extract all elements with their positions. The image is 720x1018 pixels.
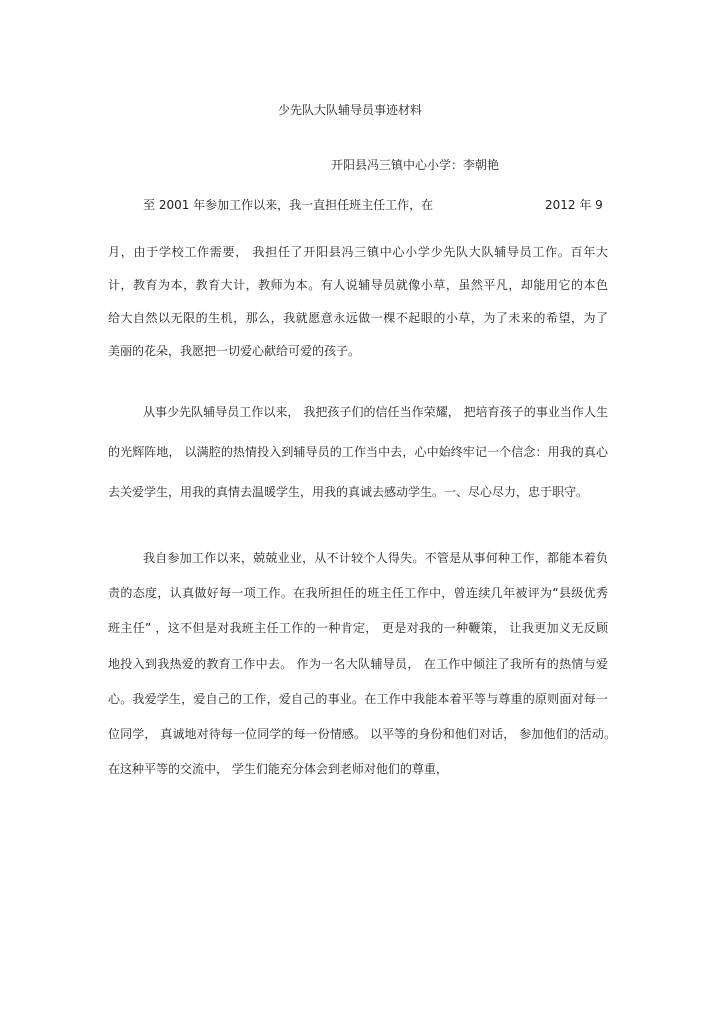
first-line-left: 至 2001 年参加工作以来，我一直担任班主任工作，在 [143,198,434,212]
paragraph-line: 位同学， 真诚地对待每一位同学的每一份情感。 以平等的身份和他们对话， 参加他们的活动。 [108,727,616,741]
first-line-right: 2012 年 9 [545,198,603,212]
paragraph-line: 地投入到我热爱的教育工作中去。 作为一名大队辅导员， 在工作中倾注了我所有的热情与爱 [108,657,608,671]
paragraph-line: 的光辉阵地， 以满腔的热情投入到辅导员的工作当中去，心中始终牢记一个信念：用我的真心 [108,445,608,459]
paragraph-line: 从事少先队辅导员工作以来， 我把孩子们的信任当作荣耀， 把培育孩子的事业当作人生 [143,405,608,419]
paragraph-line: 去关爱学生，用我的真情去温暖学生，用我的真诚去感动学生。一、尽心尽力，忠于职守。 [108,485,589,499]
paragraph-line: 班主任” ，这不但是对我班主任工作的一种肯定， 更是对我的一种鞭策， 让我更加义无反顾 [108,621,608,635]
paragraph-line: 给大自然以无限的生机，那么，我就愿意永远做一棵不起眼的小草，为了未来的希望，为了 [108,311,608,325]
document-title: 少先队大队辅导员事迹材料 [278,103,423,117]
paragraph-line: 美丽的花朵，我愿把一切爱心献给可爱的孩子。 [108,344,361,358]
author-byline: 开阳县冯三镇中心小学：李朝艳 [331,158,500,172]
paragraph-line: 心。我爱学生，爱自己的工作，爱自己的事业。在工作中我能本着平等与尊重的原则面对每一 [108,692,608,706]
paragraph-line: 在这种平等的交流中， 学生们能充分体会到老师对他们的尊重， [108,762,448,776]
paragraph-line: 月，由于学校工作需要， 我担任了开阳县冯三镇中心小学少先队大队辅导员工作。百年大 [108,245,608,259]
paragraph-line: 我自参加工作以来，兢兢业业，从不计较个人得失。不管是从事何种工作，都能本着负 [143,551,608,565]
paragraph-line: 责的态度，认真做好每一项工作。在我所担任的班主任工作中，曾连续几年被评为“县级优秀 [108,586,608,600]
paragraph-line: 计，教育为本，教育大计，教师为本。有人说辅导员就像小草，虽然平凡，却能用它的本色 [108,278,608,292]
